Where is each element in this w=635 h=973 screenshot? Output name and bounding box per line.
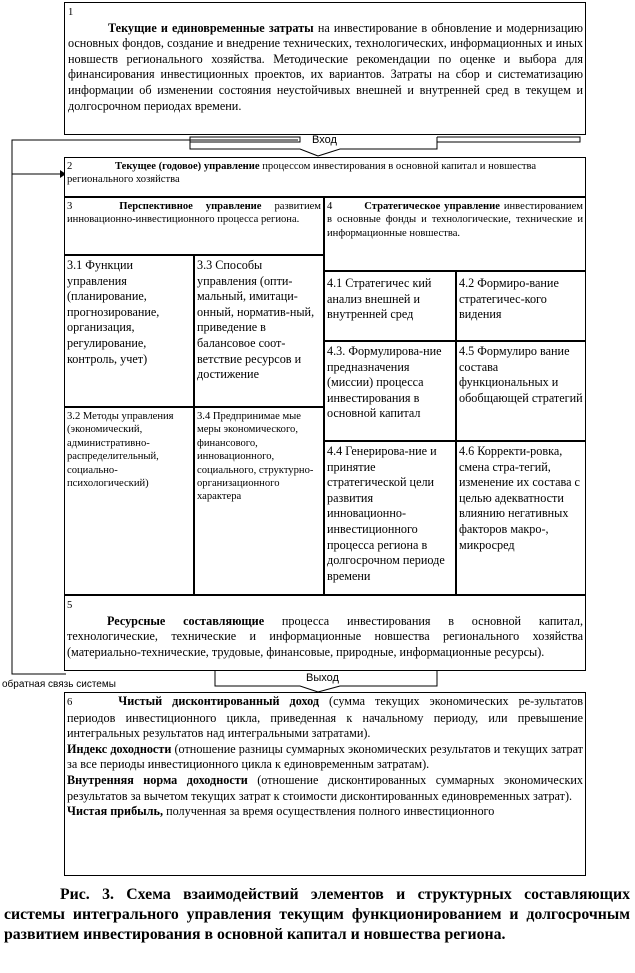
box-3-2-number: 3.2	[67, 411, 81, 422]
box-2-title: Текущее (годовое) управление	[114, 161, 260, 172]
box-6-p2-title: Индекс доходности	[67, 741, 172, 756]
box-3-1-number: 3.1	[67, 258, 83, 272]
input-line-right-top	[437, 137, 580, 142]
box-6-p1-title: Чистый дисконтированный доход	[118, 694, 320, 708]
box-5-title: Ресурсные составляющие	[107, 613, 265, 628]
box-3-1-text	[67, 258, 191, 367]
box-4-2-text	[459, 276, 584, 323]
box-4-1-body: Стратегичес кий анализ внешней и внутренней сред	[327, 276, 432, 322]
box-3-3-body: Способы управления (опти-мальный, имитаци-онный, норматив-ный, приведение в балансовое соот-ветствие ресурсов и достижение	[197, 258, 315, 382]
box-4-1-text	[327, 276, 454, 323]
box-4-5-body: Формулиро вание состава функциональных и обобщающей стратегий	[459, 344, 583, 405]
figure-caption: Рис. 3. Схема взаимодействий элементов и структурных составляющих системы интегрального управления текущим функционированием и долгосрочным развитием инвестирования в основной капитал и новшества региона.	[4, 886, 630, 943]
box-3-3-text	[197, 258, 322, 383]
output-label: Выход	[306, 672, 339, 684]
box-1-body: на инвестирование в обновление и модернизацию основных фондов, создание и внедрение технических, технологических, информационных и иных новшеств регионального хозяйства. Методические рекомендации по оценке и выбора для финансирования инвестиционных проектов, их вариантов. Затраты на сбор и систематизацию информации об изменении состояния неустойчивых внешней и внутренней сред в текущем и долгосрочном периодах времени.	[68, 20, 584, 113]
box-1-number: 1	[68, 7, 74, 18]
box-4-3-text	[327, 344, 454, 422]
box-3-3-number: 3.3	[197, 258, 213, 272]
box-6-number: 6	[67, 697, 73, 708]
box-6-paragraph-2	[67, 742, 583, 773]
box-4-2-body: Формиро-вание стратегичес-кого видения	[459, 276, 559, 322]
box-3-text	[67, 200, 321, 227]
box-4-3-body: Формулирова-ние предназначения (миссии) процесса инвестирования в основной капитал	[327, 344, 442, 421]
box-1-text	[68, 4, 583, 114]
box-4-3-number: 4.3.	[327, 344, 346, 358]
box-6-text	[67, 694, 583, 874]
box-4-1-number: 4.1	[327, 276, 343, 290]
box-6-p4-title: Чистая прибыль,	[67, 804, 164, 819]
feedback-label: обратная связь системы	[2, 679, 116, 690]
box-4-5-number: 4.5	[459, 344, 475, 358]
box-4-number: 4	[327, 201, 333, 212]
box-6-paragraph-4	[67, 804, 583, 820]
box-4-6-text	[459, 444, 584, 553]
box-6-paragraph-3	[67, 773, 583, 804]
box-2-text	[67, 160, 583, 187]
box-3-4-number: 3.4	[197, 411, 211, 422]
output-line-left	[215, 670, 318, 692]
box-4-2-number: 4.2	[459, 276, 475, 290]
box-1-title: Текущие и единовременные затраты	[108, 20, 314, 35]
box-4-5-text	[459, 344, 584, 406]
box-6-p3-title: Внутренняя норма доходности	[67, 772, 248, 787]
box-5-text	[67, 597, 583, 660]
box-3-number: 3	[67, 201, 73, 212]
box-4-text	[327, 200, 583, 240]
box-6-p2-body: (отношение разницы суммарных экономических результатов и текущих затрат за все периоды инвестиционного цикла к единовременным затратам).	[67, 741, 583, 772]
box-5-number: 5	[67, 600, 73, 611]
box-6-p1-body: (сумма текущих экономических ре-зультатов периодов инвестиционного цикла, приведенная к начальному периоду, или превышение интегральных результатов над интегральными затратами).	[67, 694, 583, 741]
box-4-4-body: Генерирова-ние и принятие стратегической цели развития инновационно-инвестиционного процесса региона в долгосрочном периоде времени	[327, 444, 445, 583]
box-6-paragraph-1	[67, 694, 583, 742]
box-6-p3-body: (отношение дисконтированных суммарных экономических результатов за вычетом текущих затрат к стоимости дисконтированных единовременных затрат).	[67, 772, 583, 803]
input-label: Вход	[312, 134, 337, 146]
box-4-6-number: 4.6	[459, 444, 475, 458]
box-3-2-text	[67, 410, 191, 490]
box-2-number: 2	[67, 161, 73, 172]
box-2-body: процессом инвестирования в основной капитал и новшества регионального хозяйства	[67, 161, 537, 186]
box-3-title: Перспективное управление	[119, 201, 262, 212]
box-3-1-body: Функции управления (планирование, прогнозирование, организация, регулирование, контроль, учет)	[67, 258, 160, 366]
box-3-body: развитием инновационно-инвестиционного процесса региона.	[67, 201, 322, 226]
box-4-body: инвестированием в основные фонды и технологические, технические и информационные новшества.	[327, 201, 583, 239]
box-4-6-body: Корректи-ровка, смена стра-тегий, изменение их состава с целью адекватности влиянию негативных факторов макро-, микросред	[459, 444, 580, 552]
box-3-4-text	[197, 410, 322, 504]
box-4-title: Стратегическое управление	[364, 201, 500, 212]
box-3-2-body: Методы управления (экономический, административно-распределительный, социально-психологический)	[67, 411, 174, 490]
box-4-4-text	[327, 444, 454, 584]
box-5-body: процесса инвестирования в основной капитал, технологические, технические и информационные новшества регионального хозяйства (материально-технические, трудовые, финансовые, природные, информационные ресурсы).	[67, 613, 583, 659]
box-4-4-number: 4.4	[327, 444, 343, 458]
box-3-4-body: Предпринимае мые меры экономического, финансового, инновационного, социального, структурно-организационного характера	[197, 411, 314, 503]
box-6-p4-body: полученная за время осуществления полного инвестиционного	[166, 804, 495, 819]
